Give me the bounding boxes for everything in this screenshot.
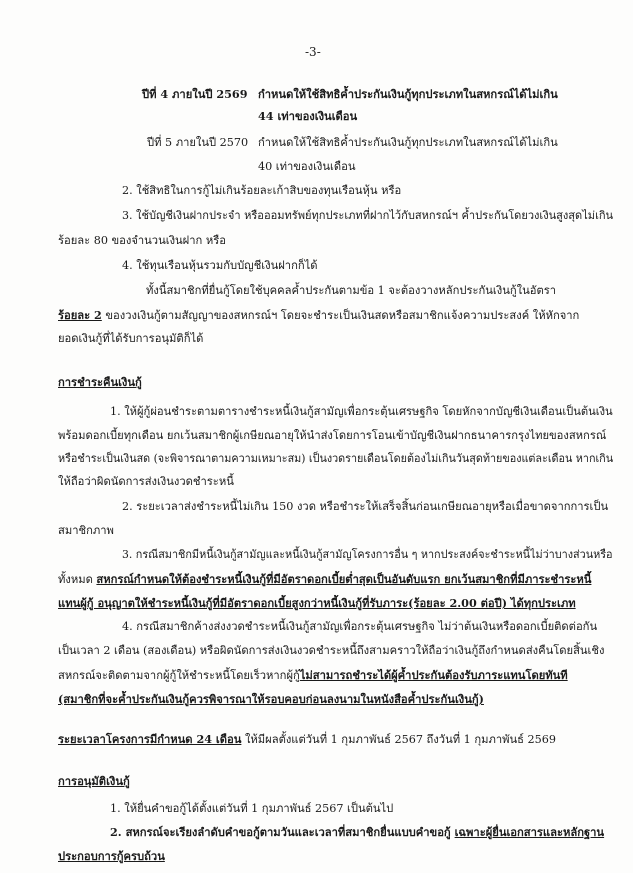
item-2: 2. ใช้สิทธิในการกู้ไม่เกินร้อยละเก้าสิบของทุนเรือนหุ้น หรือ [122, 184, 402, 197]
page-number: -3- [305, 45, 321, 59]
year5-text-line2: 40 เท่าของเงินเดือน [258, 160, 356, 173]
repayment-p3-line2-emphasis: สหกรณ์กำหนดให้ต้องชำระหนี้เงินกู้ที่มีอัตราดอกเบี้ยต่ำสุดเป็นอันดับแรก ยกเว้นสมาชิกที่มีภาระชำระหนี้ [96, 572, 592, 586]
period-text: ให้มีผลตั้งแต่วันที่ 1 กุมภาพันธ์ 2567 ถึงวันที่ 1 กุมภาพันธ์ 2569 [241, 733, 557, 746]
year5-label: ปีที่ 5 ภายในปี 2570 [147, 136, 249, 149]
repayment-p1-line4: ให้ถือว่าผิดนัดการส่งเงินงวดชำระหนี้ [58, 475, 234, 488]
year4-text-line2: 44 เท่าของเงินเดือน [258, 109, 358, 123]
repayment-p1-line3: หรือชำระเป็นเงินสด (จะพิจารณาตามความเหมาะสม) เป็นงวดรายเดือนโดยต้องไม่เกินวันสุดท้ายของแต่ละเดือน หากเกิน [58, 452, 614, 465]
repayment-p4-line4: (สมาชิกที่จะค้ำประกันเงินกู้ควรพิจารณาให้รอบคอบก่อนลงนามในหนังสือค้ำประกันเงินกู้) [58, 692, 484, 706]
approval-item-2-text: 2. สหกรณ์จะเรียงลำดับคำขอกู้ตามวันและเวลาที่สมาชิกยื่นแบบคำขอกู้ [110, 825, 455, 839]
repayment-heading: การชำระคืนเงินกู้ [58, 375, 142, 389]
repayment-p3-line3: แทนผู้กู้ อนุญาตให้ชำระหนี้เงินกู้ที่มีอัตราดอกเบี้ยสูงกว่าหนี้เงินกู้ที่รับภาระ(ร้อยละ 2.00 ต่อปี) ได้ทุกประเภท [58, 596, 576, 610]
repayment-p1-line2: พร้อมดอกเบี้ยทุกเดือน ยกเว้นสมาชิกผู้เกษียณอายุให้นำส่งโดยการโอนเข้าบัญชีเงินฝากธนาคารกรุงไทยของสหกรณ์ [58, 429, 607, 442]
collateral-line3: ยอดเงินกู้ที่ได้รับการอนุมัติก็ได้ [58, 332, 204, 345]
approval-item-2-emphasis: เฉพาะผู้ยื่นเอกสารและหลักฐาน [454, 825, 605, 839]
repayment-p2-line1: 2. ระยะเวลาส่งชำระหนี้ไม่เกิน 150 งวด หรือชำระให้เสร็จสิ้นก่อนเกษียณอายุหรือเมื่อขาดจากการเป็น [122, 500, 609, 513]
item-4: 4. ใช้ทุนเรือนหุ้นรวมกับบัญชีเงินฝากก็ได้ [122, 259, 318, 272]
year5-text-line1: กำหนดให้ใช้สิทธิค้ำประกันเงินกู้ทุกประเภทในสหกรณ์ได้ไม่เกิน [258, 136, 558, 149]
approval-item-2-line2: ประกอบการกู้ครบถ้วน [58, 849, 165, 863]
repayment-p3-line2-text: ทั้งหมด [58, 573, 97, 586]
repayment-p4-line3-emphasis: ไม่สามารถชำระได้ผู้ค้ำประกันต้องรับภาระแทนโดยทันที [299, 668, 568, 682]
year4-label: ปีที่ 4 ภายในปี 2569 [142, 87, 248, 101]
approval-heading: การอนุมัติเงินกู้ [58, 774, 130, 788]
repayment-p4-line1: 4. กรณีสมาชิกค้างส่งงวดชำระหนี้เงินกู้สามัญเพื่อกระตุ้นเศรษฐกิจ ไม่ว่าต้นเงินหรือดอกเบี้ยติดต่อกัน [122, 620, 598, 633]
item-3-line2: ร้อยละ 80 ของจำนวนเงินฝาก หรือ [58, 234, 226, 247]
collateral-line2 [58, 307, 579, 324]
approval-item-1: 1. ให้ยื่นคำขอกู้ได้ตั้งแต่วันที่ 1 กุมภาพันธ์ 2567 เป็นต้นไป [110, 802, 394, 815]
item-3-line1: 3. ใช้บัญชีเงินฝากประจำ หรือออมทรัพย์ทุกประเภทที่ฝากไว้กับสหกรณ์ฯ ค้ำประกันโดยวงเงินสูงสุดไม่เกิน [122, 209, 614, 222]
collateral-line1: ทั้งนี้สมาชิกที่ยื่นกู้โดยใช้บุคคลค้ำประกันตามข้อ 1 จะต้องวางหลักประกันเงินกู้ในอัตรา [146, 284, 556, 297]
repayment-p3-line1: 3. กรณีสมาชิกมีหนี้เงินกู้สามัญและหนี้เงินกู้สามัญโครงการอื่น ๆ หากประสงค์จะชำระหนี้ไม่ว่าบางส่วนหรือ [122, 548, 613, 561]
collateral-rate: ร้อยละ 2 [58, 308, 102, 322]
repayment-p1-line1: 1. ให้ผู้กู้ผ่อนชำระตามตารางชำระหนี้เงินกู้สามัญเพื่อกระตุ้นเศรษฐกิจ โดยหักจากบัญชีเงินเดือนเป็นต้นเงิน [110, 405, 613, 418]
year4-text-line1: กำหนดให้ใช้สิทธิค้ำประกันเงินกู้ทุกประเภทในสหกรณ์ได้ไม่เกิน [258, 87, 558, 101]
repayment-p4-line2: เป็นเวลา 2 เดือน (สองเดือน) หรือผิดนัดการส่งเงินงวดชำระหนี้ถึงสามคราวให้ถือว่าเงินกู้ถึงกำหนดส่งคืนโดยสิ้นเชิง [58, 644, 605, 657]
period-line [58, 731, 556, 748]
period-heading: ระยะเวลาโครงการมีกำหนด 24 เดือน [58, 732, 242, 746]
collateral-line2-text: ของวงเงินกู้ตามสัญญาของสหกรณ์ฯ โดยจะชำระเป็นเงินสดหรือสมาชิกแจ้งความประสงค์ ให้หักจาก [101, 309, 580, 322]
approval-item-2-line1 [110, 824, 604, 841]
repayment-p4-line3-text: สหกรณ์จะติดตามจากผู้กู้ให้ชำระหนี้โดยเร็วหากผู้กู้ [58, 669, 300, 682]
repayment-p2-line2: สมาชิกภาพ [58, 524, 114, 537]
repayment-p4-line3 [58, 667, 568, 684]
repayment-p3-line2 [58, 571, 591, 588]
